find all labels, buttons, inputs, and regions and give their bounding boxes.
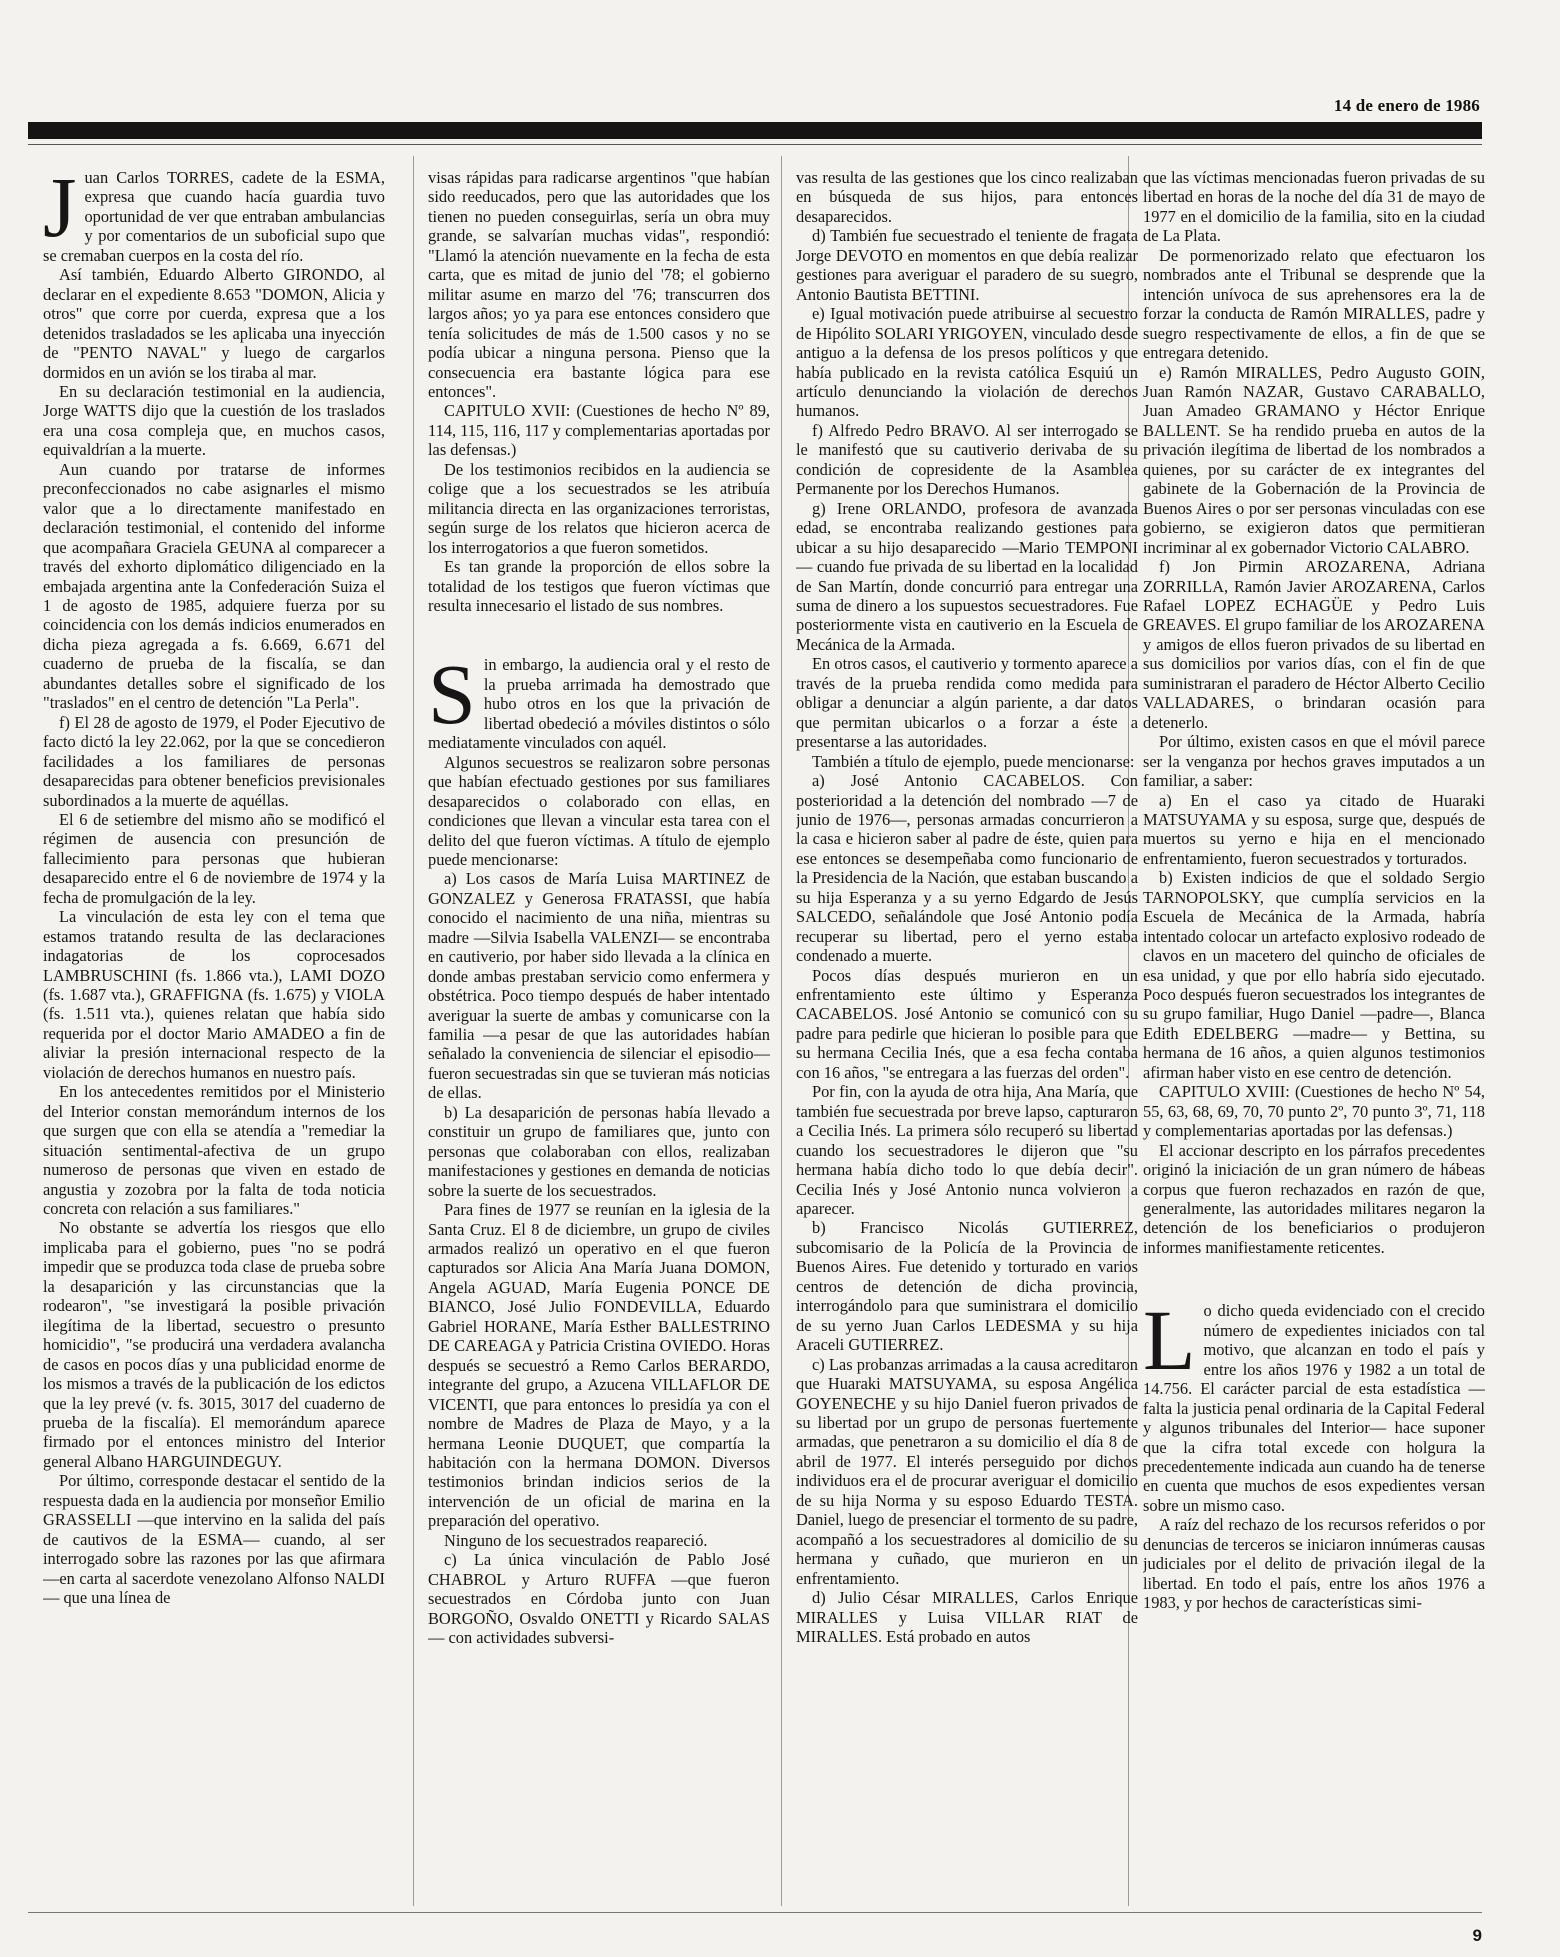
- paragraph: b) Existen indicios de que el soldado Sergio TARNOPOLSKY, que cumplía servicios en la Escuela de Mecánica de la Armada, habría intentado colocar un artefacto explosivo rodeado de clavos en un macetero del quincho de oficiales de esa unidad, y que por ello habría sido ejecutado. Poco después fueron secuestrados los integrantes de su grupo familiar, Hugo Daniel —padre—, Blanca Edith EDELBERG —madre— y Bettina, su hermana de 16 años, a quien algunos testimonios afirman haber visto en ese centro de detención.: [1143, 868, 1485, 1082]
- paragraph: que las víctimas mencionadas fueron privadas de su libertad en horas de la noche del día 31 de mayo de 1977 en el domicilio de la familia, sito en la ciudad de La Plata.: [1143, 168, 1485, 246]
- paragraph: b) Francisco Nicolás GUTIERREZ, subcomisario de la Policía de la Provincia de Buenos Aires. Fue detenido y torturado en varios centros de detención de dicha provincia, interrogándolo para que suministrara el domicilio de su yerno Juan Carlos LEDESMA y su hija Araceli GUTIERREZ.: [796, 1218, 1138, 1355]
- paragraph: En su declaración testimonial en la audiencia, Jorge WATTS dijo que la cuestión de los traslados era una cosa compleja que, en muchos casos, equivaldrían a la muerte.: [43, 381, 385, 460]
- paragraph: En otros casos, el cautiverio y tormento aparece a través de la prueba rendida como medida para obligar a denunciar a algún pariente, a dar datos que permitan ubicarlos o a forzar a éste a presentarse a las autoridades.: [796, 654, 1138, 752]
- section-spacer: [428, 615, 770, 655]
- paragraph: Por último, corresponde destacar el sentido de la respuesta dada en la audiencia por monseñor Emilio GRASSELLI —que intervino en la salida del país de cautivos de la ESMA— cuando, al ser interrogado sobre las razones por las que afirmara —en carta al sacerdote venezolano Alfonso NALDI— que una línea de: [43, 1471, 385, 1608]
- paragraph: a) José Antonio CACABELOS. Con posterioridad a la detención del nombrado —7 de junio de 1976—, personas armadas concurrieron a la casa e hicieron saber al padre de éste, quien para ese entonces se desempeñaba como funcionario de la Presidencia de la Nación, que estaban buscando a su hija Esperanza y a su yerno Edgardo de Jesús SALCEDO, señalándole que José Antonio podía recuperar su libertad, pero el yerno estaba condenado a muerte.: [796, 771, 1138, 966]
- drop-cap: J: [43, 168, 77, 255]
- paragraph: g) Irene ORLANDO, profesora de avanzada edad, se encontraba realizando gestiones para ubicar a su hijo desaparecido —Mario TEMPONI— cuando fue privada de su libertad en la localidad de San Martín, donde concurrió para entregar una suma de dinero a los supuestos secuestradores. Fue posteriormente vista en cautiverio en la Escuela de Mecánica de la Armada.: [796, 498, 1138, 654]
- paragraph: El 6 de setiembre del mismo año se modificó el régimen de ausencia con presunción de fallecimiento para personas que hubieran desaparecido entre el 6 de noviembre de 1974 y la fecha de promulgación de la ley.: [43, 809, 385, 907]
- paragraph: La vinculación de esta ley con el tema que estamos tratando resulta de las declaraciones indagatorias de los coprocesados LAMBRUSCHINI (fs. 1.866 vta.), LAMI DOZO (fs. 1.687 vta.), GRAFFIGNA (fs. 1.675) y VIOLA (fs. 1.511 vta.), quienes relatan que había sido requerida por el doctor Mario AMADEO a fin de aliviar la presión internacional respecto de la violación de derechos humanos en nuestro país.: [43, 907, 385, 1082]
- paragraph: Así también, Eduardo Alberto GIRONDO, al declarar en el expediente 8.653 "DOMON, Alicia y otros" que corre por cuerda, expresa que a los detenidos trasladados se les aplicaba una inyección de "PENTO NAVAL" y luego de cargarlos dormidos en un avión se los tiraba al mar.: [43, 265, 385, 382]
- paragraph: e) Ramón MIRALLES, Pedro Augusto GOIN, Juan Ramón NAZAR, Gustavo CARABALLO, Juan Amadeo GRAMANO y Héctor Enrique BALLENT. Se ha rendido prueba en autos de la privación ilegítima de libertad de los nombrados a quienes, por su carácter de ex integrantes del gabinete de la Gobernación de la Provincia de Buenos Aires o por ser personas vinculadas con ese gobierno, se exigieron datos que permitieran incriminar al ex gobernador Victorio CALABRO.: [1143, 362, 1485, 557]
- paragraph: d) Julio César MIRALLES, Carlos Enrique MIRALLES y Luisa VILLAR RIAT de MIRALLES. Está probado en autos: [796, 1588, 1138, 1646]
- paragraph: Aun cuando por tratarse de informes preconfeccionados no cabe asignarles el mismo valor que a lo directamente manifestado en declaración testimonial, el contenido del informe que acompañara Graciela GEUNA al comparecer a través del exhorto diplomático diligenciado en la embajada argentina ante la Confederación Suiza el 1 de agosto de 1985, adquiere fuerza por su coincidencia con los demás indicios enumerados en dicha pieza agregada a fs. 6.669, 6.671 del cuaderno de prueba de la fiscalía, se dan abundantes detalles sobre el significado de los "traslados" en el centro de detención "La Perla".: [43, 459, 385, 713]
- paragraph: Sin embargo, la audiencia oral y el resto de la prueba arrimada ha demostrado que hubo otros en los que la privación de libertad obedeció a móviles distintos o sólo mediatamente vinculados con aquél.: [428, 646, 770, 753]
- paragraph: Para fines de 1977 se reunían en la iglesia de la Santa Cruz. El 8 de diciembre, un grupo de civiles armados realizó un operativo en el que fueron capturados sor Alicia Ana María Juana DOMON, Angela AGUAD, María Eugenia PONCE DE BIANCO, José Julio FONDEVILLA, Eduardo Gabriel HORANE, María Esther BALLESTRINO DE CAREAGA y Patricia Cristina OVIEDO. Horas después se secuestró a Remo Carlos BERARDO, integrante del grupo, a Azucena VILLAFLOR DE VICENTI, que para entonces lo presidía ya con el nombre de Madres de Plaza de Mayo, y a la hermana Leonie DUQUET, que compartía la habitación con la hermana DOMON. Diversos testimonios brindan indicios serios de la intervención de un oficial de marina en la preparación del operativo.: [428, 1200, 770, 1531]
- paragraph: Por último, existen casos en que el móvil parece ser la venganza por hechos graves imputados a un familiar, a saber:: [1143, 732, 1485, 791]
- paragraph: Algunos secuestros se realizaron sobre personas que habían efectuado gestiones por sus familiares desaparecidos o colaborado con ellas, en condiciones que llevan a vincular esta tarea con el delito del que fueron víctimas. A título de ejemplo puede mencionarse:: [428, 752, 770, 869]
- paragraph: A raíz del rechazo de los recursos referidos o por denuncias de terceros se iniciaron innúmeras causas judiciales por el delito de privación ilegal de la libertad. En todo el país, entre los años 1976 a 1983, y por hechos de características simi-: [1143, 1515, 1485, 1613]
- paragraph: También a título de ejemplo, puede mencionarse:: [812, 751, 1135, 771]
- paragraph: Pocos días después murieron en un enfrentamiento este último y Esperanza CACABELOS. José Antonio se comunicó con su padre para pedirle que hicieran lo posible para que su hermana Cecilia Inés, que a esa fecha contaba con 16 años, "se entregara a las fuerzas del orden".: [796, 965, 1138, 1082]
- paragraph: Es tan grande la proporción de ellos sobre la totalidad de los testigos que fueron víctimas que resulta innecesario el listado de sus nombres.: [428, 557, 770, 615]
- paragraph: Juan Carlos TORRES, cadete de la ESMA, expresa que cuando hacía guardia tuvo oportunidad de ver que entraban ambulancias y por comentarios de un suboficial supo que se cremaban cuerpos en la costa del río.: [43, 168, 385, 265]
- paragraph: El accionar descripto en los párrafos precedentes originó la iniciación de un gran número de hábeas corpus que fueron rechazados en razón de que, generalmente, las autoridades militares negaron la detención de los beneficiarios o produjeron informes manifiestamente reticentes.: [1143, 1140, 1485, 1257]
- footer-rule: [28, 1912, 1482, 1913]
- paragraph: f) El 28 de agosto de 1979, el Poder Ejecutivo de facto dictó la ley 22.062, por la que se concedieron facilidades a los familiares de personas desaparecidas para obtener beneficios previsionales subordinados a la muerte de aquéllas.: [43, 712, 385, 810]
- paragraph: vas resulta de las gestiones que los cinco realizaban en búsqueda de sus hijos, para entonces desaparecidos.: [796, 168, 1138, 226]
- paragraph: Por fin, con la ayuda de otra hija, Ana María, que también fue secuestrada por breve lapso, capturaron a Cecilia Inés. La primera sólo recuperó su libertad cuando los secuestradores le dijeron que "su hermana había dicho todo lo que debía decir". Cecilia Inés y José Antonio nunca volvieron a aparecer.: [796, 1082, 1138, 1219]
- paragraph: b) La desaparición de personas había llevado a constituir un grupo de familiares que, junto con personas que colaboraban con ellos, realizaban manifestaciones y gestiones en demanda de noticias sobre la suerte de los secuestrados.: [428, 1102, 770, 1200]
- paragraph: e) Igual motivación puede atribuirse al secuestro de Hipólito SOLARI YRIGOYEN, vinculado desde antiguo a la defensa de los presos políticos y que había publicado en la revista católica Esquiú un artículo denunciando la violación de derechos humanos.: [796, 304, 1138, 421]
- drop-cap: S: [428, 646, 476, 743]
- paragraph: Ninguno de los secuestrados reapareció.: [444, 1530, 708, 1550]
- paragraph: d) También fue secuestrado el teniente de fragata Jorge DEVOTO en momentos en que debía realizar gestiones para averiguar el paradero de su suegro, Antonio Bautista BETTINI.: [796, 226, 1138, 304]
- paragraph: visas rápidas para radicarse argentinos "que habían sido reeducados, pero que las autoridades que los tienen no pueden conseguirlas, sería un obra muy grande, se salvarían muchas vidas", respondió: "Llamó la atención nuevamente en la fecha de esta carta, que es mitad de junio del '78; el gobierno militar asume en marzo del '76; transcurren dos largos años; yo ya para ese entonces considero que tenía solicitudes de más de 1.500 casos y no se podía ubicar a ninguna persona. Pienso que la consecuencia era bastante lógica para ese entonces".: [428, 168, 770, 401]
- column-divider: [781, 156, 782, 1906]
- paragraph: a) Los casos de María Luisa MARTINEZ de GONZALEZ y Generosa FRATASSI, que había conocido el nacimiento de una niña, mientras su madre —Silvia Isabella VALENZI— se encontraba en cautiverio, por haber sido llevada a la clínica en donde ambas prestaban servicio como enfermera y obstétrica. Poco tiempo después de haber intentado averiguar la suerte de ambas y comunicarse con la familia —a pesar de que las autoridades habían señalado la conveniencia de silenciar el episodio— fueron secuestradas sin que se tuvieran más noticias de ellas.: [428, 869, 770, 1103]
- paragraph: f) Jon Pirmin AROZARENA, Adriana ZORRILLA, Ramón Javier AROZARENA, Carlos Rafael LOPEZ ECHAGÜE y Pedro Luis GREAVES. El grupo familiar de los AROZARENA y amigos de ellos fueron privados de su libertad en sus domicilios por varios días, con el fin de que suministraran el paradero de Héctor Alberto Cecilio VALLADARES, o brindaran ocasión para detenerlo.: [1143, 557, 1485, 732]
- paragraph: Lo dicho queda evidenciado con el crecido número de expedientes iniciados con tal motivo, que alcanzan en todo el país y entre los años 1976 y 1982 a un total de 14.756. El carácter parcial de esta estadística —falta la justicia penal ordinaria de la Capital Federal y algunos tribunales del Interior— hace suponer que la cifra total excede con holgura la precedentemente indicada aun cuando ha de tenerse en cuenta que muchos de esos expedientes versan sobre un mismo caso.: [1143, 1292, 1485, 1515]
- article-column-2: [428, 168, 770, 1904]
- column-divider: [413, 156, 414, 1906]
- paragraph: c) Las probanzas arrimadas a la causa acreditaron que Huaraki MATSUYAMA, su esposa Angélica GOYENECHE y su hijo Daniel fueron privados de su libertad por un grupo de personas fuertemente armadas, que penetraron a su domicilio el día 8 de abril de 1977. El interés perseguido por dichos individuos era el de procurar averiguar el domicilio de su hija Norma y su esposo Eduardo TESTA. Daniel, luego de presenciar el tormento de su padre, acompañó a los secuestradores al domicilio de su hermana y cuñado, que murieron en un enfrentamiento.: [796, 1354, 1138, 1588]
- header-band: [28, 122, 1482, 139]
- page-number: 9: [1472, 1926, 1482, 1945]
- chapter-heading: CAPITULO XVII: (Cuestiones de hecho Nº 89, 114, 115, 116, 117 y complementarias aportadas por las defensas.): [428, 401, 770, 460]
- paragraph: De pormenorizado relato que efectuaron los nombrados ante el Tribunal se desprende que la intención unívoca de sus aprehensores era la de forzar la conducta de Ramón MIRALLES, padre y suegro respectivamente de ellos, a fin de que se entregara detenido.: [1143, 245, 1485, 363]
- drop-cap: L: [1143, 1292, 1196, 1389]
- paragraph: c) La única vinculación de Pablo José CHABROL y Arturo RUFFA —que fueron secuestrados en Córdoba junto con Juan BORGOÑO, Osvaldo ONETTI y Ricardo SALAS— con actividades subversi-: [428, 1550, 770, 1648]
- paragraph: No obstante se advertía los riesgos que ello implicaba para el gobierno, pues "no se podrá impedir que se produzca toda clase de prueba sobre la desaparición y las circunstancias que la rodearon", "se investigará la posible privación ilegítima de la libertad, secuestro o presunto homicidio", "se producirá una verdadera avalancha de casos en pocos días y una publicidad enorme de los mismos a través de la publicación de los edictos que la ley prevé (v. fs. 3015, 3017 del cuaderno de prueba de la fiscalía). El memorándum aparece firmado por el entonces ministro del Interior general Albano HARGUINDEGUY.: [43, 1218, 385, 1471]
- paragraph: f) Alfredo Pedro BRAVO. Al ser interrogado se le manifestó que su cautiverio derivaba de su condición de copresidente de la Asamblea Permanente por los Derechos Humanos.: [796, 420, 1138, 499]
- chapter-heading: CAPITULO XVIII: (Cuestiones de hecho Nº 54, 55, 63, 68, 69, 70, 70 punto 2º, 70 punto 3º, 71, 118 y complementarias aportadas por las defensas.): [1143, 1082, 1485, 1141]
- article-column-1: [43, 168, 385, 1904]
- article-column-4: [1143, 168, 1485, 1904]
- issue-date: 14 de enero de 1986: [1333, 96, 1480, 115]
- article-column-3: [796, 168, 1138, 1904]
- paragraph: a) En el caso ya citado de Huaraki MATSUYAMA y su esposa, surge que, después de muertos su yerno e hija en el mencionado enfrentamiento, fueron secuestrados y torturados.: [1143, 790, 1485, 868]
- paragraph: De los testimonios recibidos en la audiencia se colige que a los secuestrados se les atribuía militancia directa en las organizaciones terroristas, según surge de los relatos que hicieron acerca de los interrogatorios a que fueron sometidos.: [428, 459, 770, 557]
- paragraph: En los antecedentes remitidos por el Ministerio del Interior constan memorándum internos de los que surgen que con ella se atendía a "remediar la situación sentimental-afectiva de un grupo numeroso de personas que viven en estado de angustia y zozobra por la falta de toda noticia concreta con relación a sus familiares.": [43, 1082, 385, 1219]
